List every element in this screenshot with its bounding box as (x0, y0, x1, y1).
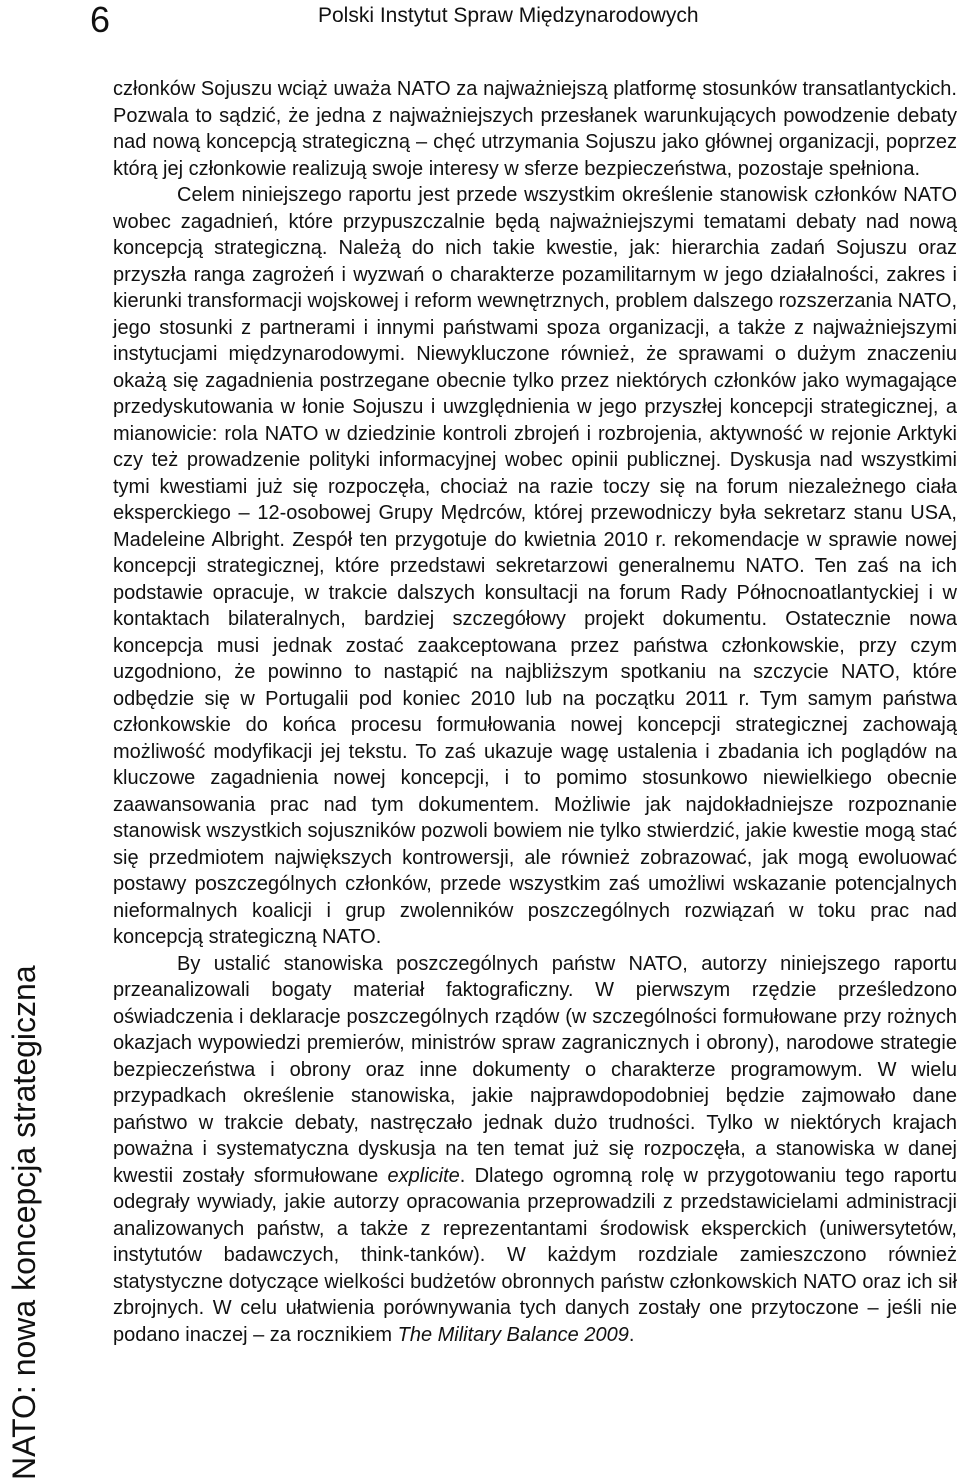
side-title: NATO: nowa koncepcja strategiczna (6, 965, 42, 1480)
paragraph-3 (113, 951, 957, 1349)
paragraph-1: członków Sojuszu wciąż uważa NATO za najważniejszą platformę stosunków transatlantyckich. Pozwala to sądzić, że jedna z najważniejszych przesłanek warunkujących powodzenie debaty nad nową koncepcją strategiczną – chęć utrzymania Sojuszu jako głównej organizacji, poprzez którą jej członkowie realizują swoje interesy w sferze bezpieczeństwa, pozostaje spełniona. (113, 78, 957, 180)
page-number: 6 (90, 0, 111, 40)
italic-explicite: explicite (387, 1164, 460, 1187)
paragraph-3-part-2: . Dlatego ogromną rolę w przygotowaniu tego raportu odegrały wywiady, jakie autorzy opracowania przeprowadzili z przedstawicielami administracji analizowanych państw, a także z reprezentantami środowisk eksperckich (uniwersytetów, instytutów badawczych, think-tanków). W każdym rozdziale zamieszczono również statystyczne dotyczące wielkości budżetów obronnych państw członkowskich NATO oraz ich sił zbrojnych. W celu ułatwienia porównywania tych danych zostały one przytoczone – jeśli nie podano inaczej – za rocznikiem (113, 1164, 957, 1346)
body-text (113, 76, 957, 1348)
page-header (0, 0, 960, 50)
paragraph-3-part-3: . (628, 1323, 635, 1346)
italic-military-balance: The Military Balance 2009 (397, 1323, 629, 1346)
paragraph-2: Celem niniejszego raportu jest przede wszystkim określenie stanowisk członków NATO wobec zagadnień, które przypuszczalnie będą najważniejszymi tematami debaty nad nową koncepcją strategiczną. Należą do nich takie kwestie, jak: hierarchia zadań Sojuszu oraz przyszła ranga zagrożeń i wyzwań o charakterze pozamilitarnym w jego działalności, zakres i kierunki transformacji wojskowej i reform wewnętrznych, problem dalszego rozszerzania NATO, jego stosunki z partnerami i innymi państwami spoza organizacji, a także z najważniejszymi instytucjami międzynarodowymi. Niewykluczone również, że sprawami o dużym znaczeniu okażą się zagadnienia postrzegane obecnie tylko przez niektórych członków jako wymagające przedyskutowania w łonie Sojuszu i uwzględnienia w jego przyszłej koncepcji strategicznej, a mianowicie: rola NATO w dziedzinie kontroli zbrojeń i rozbrojenia, aktywność w rejonie Arktyki czy też prowadzenie polityki informacyjnej wobec opinii publicznej. Dyskusja nad wszystkimi tymi kwestiami już się rozpoczęła, chociaż na razie toczy się na forum niezależnego ciała eksperckiego – 12-osobowej Grupy Mędrców, której przewodniczy była sekretarz stanu USA, Madeleine Albright. Zespół ten przygotuje do kwietnia 2010 r. rekomendacje w sprawie nowej koncepcji strategicznej, które przedstawi sekretarzowi generalnemu NATO. Ten zaś na ich podstawie opracuje, w trakcie dalszych konsultacji na forum Rady Północnoatlantyckiej i w kontaktach bilateralnych, bardziej szczegółowy projekt dokumentu. Ostatecznie nowa koncepcja musi jednak zostać zaakceptowana przez państwa członkowskie, przy czym uzgodniono, że powinno to nastąpić na najbliższym spotkaniu na szczycie NATO, które odbędzie się w Portugalii pod koniec 2010 lub na początku 2011 r. Tym samym państwa członkowskie do końca procesu formułowania nowej koncepcji strategicznej zachowają możliwość modyfikacji jej tekstu. To zaś ukazuje wagę ustalenia i zbadania ich poglądów na kluczowe zagadnienia nowej koncepcji, i to pomimo stosunkowo niewielkiego obecnie zaawansowania prac nad tym dokumentem. Możliwie jak najdokładniejsze rozpoznanie stanowisk wszystkich sojuszników pozwoli bowiem nie tylko stwierdzić, jakie kwestie mogą stać się przedmiotem największych kontrowersji, ale również zobrazować, jak mogą ewoluować postawy poszczególnych członków, przede wszystkim zaś umożliwi wskazanie potencjalnych nieformalnych koalicji i grup zwolenników poszczególnych rozwiązań w toku prac nad koncepcją strategiczną NATO. (113, 184, 958, 948)
running-head: Polski Instytut Spraw Międzynarodowych (318, 4, 699, 27)
paragraph-3-part-1: By ustalić stanowiska poszczególnych państw NATO, autorzy niniejszego raportu przeanalizowali bogaty materiał faktograficzny. W pierwszym rzędzie prześledzono oświadczenia i deklaracje poszczególnych rządów (w szczególności formułowane przy rożnych okazjach wypowiedzi premierów, ministrów spraw zagranicznych i obrony), narodowe strategie bezpieczeństwa i obrony oraz inne dokumenty o charakterze programowym. W wielu przypadkach określenie stanowiska, jakie najprawdopodobniej będzie zajmowało dane państwo w trakcie debaty, nastręczało jednak dużo trudności. Tylko w niektórych krajach poważna i systematyczna dyskusja na ten temat już się rozpoczęła, a stanowiska w danej kwestii zostały sformułowane (113, 952, 957, 1187)
